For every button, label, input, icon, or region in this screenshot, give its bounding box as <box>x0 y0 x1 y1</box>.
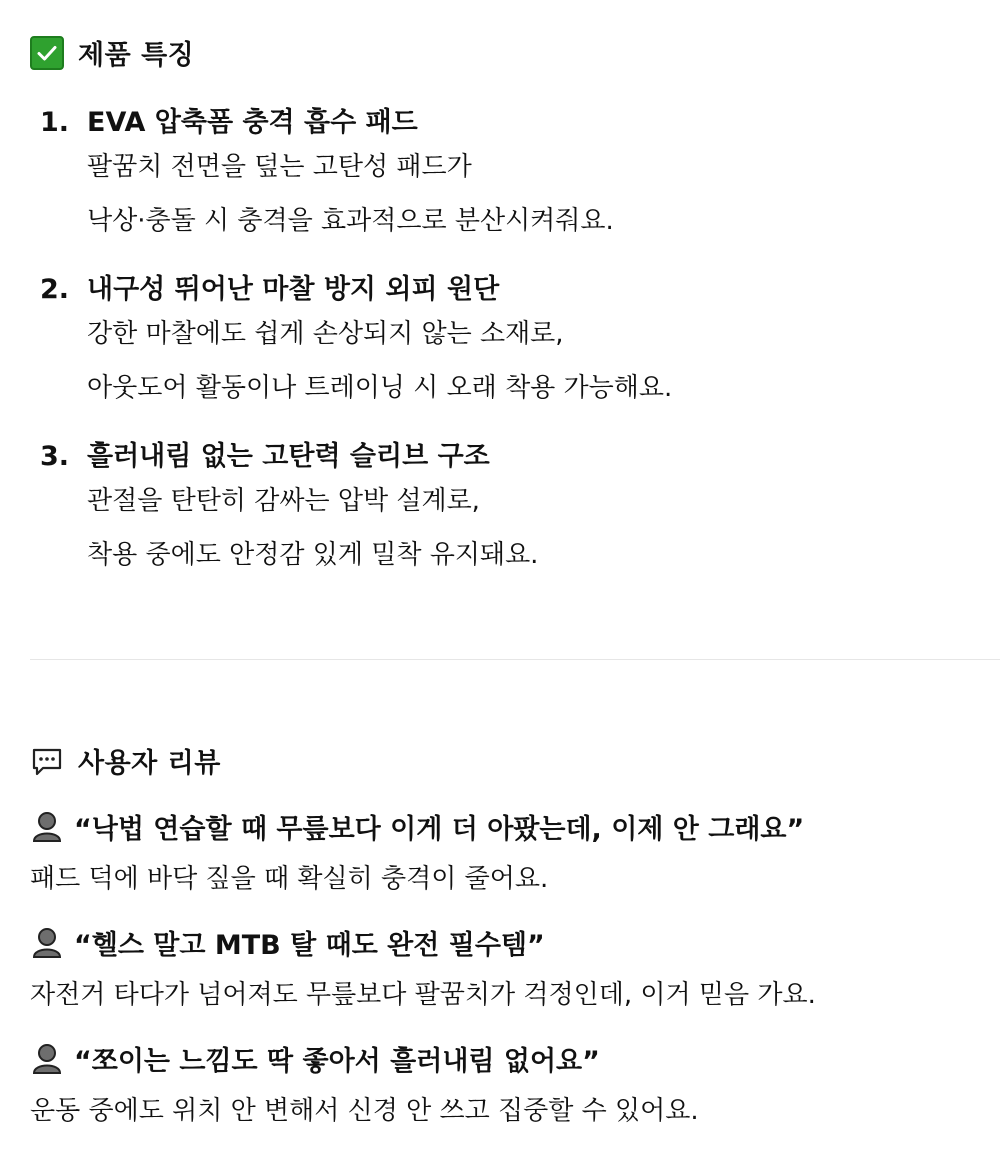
review-body: 패드 덕에 바닥 짚을 때 확실히 충격이 줄어요. <box>30 864 549 894</box>
review-item <box>30 806 990 895</box>
reviews-title <box>30 741 221 780</box>
review-body: 자전거 타다가 넘어져도 무릎보다 팔꿈치가 걱정인데, 이거 믿음 가요. <box>30 980 816 1010</box>
feature-description-line: 착용 중에도 안정감 있게 밀착 유지돼요. <box>87 540 539 570</box>
features-title-text: 제품 특징 <box>78 40 195 71</box>
feature-description-line: 팔꿈치 전면을 덮는 고탄성 패드가 <box>87 152 472 182</box>
review-quote: “낙법 연습할 때 무릎보다 이게 더 아팠는데, 이제 안 그래요” <box>74 813 805 845</box>
person-icon <box>30 809 64 843</box>
feature-item <box>40 100 980 248</box>
feature-item <box>40 267 980 415</box>
feature-description-line: 낙상·충돌 시 충격을 효과적으로 분산시켜줘요. <box>87 206 614 236</box>
speech-bubble-icon <box>30 744 64 778</box>
feature-number: 2. <box>40 274 70 305</box>
features-title <box>30 33 194 72</box>
review-item <box>30 1038 990 1127</box>
section-divider <box>30 659 1000 660</box>
review-quote: “헬스 말고 MTB 탈 때도 완전 필수템” <box>74 929 545 961</box>
feature-description-line: 강한 마찰에도 쉽게 손상되지 않는 소재로, <box>87 319 564 349</box>
feature-item <box>40 434 980 582</box>
feature-number: 3. <box>40 441 70 472</box>
feature-number: 1. <box>40 107 70 138</box>
feature-title: 내구성 뛰어난 마찰 방지 외피 원단 <box>87 274 500 305</box>
feature-description-line: 관절을 탄탄히 감싸는 압박 설계로, <box>87 486 480 516</box>
check-box-icon <box>30 36 64 70</box>
review-quote: “쪼이는 느낌도 딱 좋아서 흘러내림 없어요” <box>74 1045 600 1077</box>
review-body: 운동 중에도 위치 안 변해서 신경 안 쓰고 집중할 수 있어요. <box>30 1096 699 1126</box>
feature-title: EVA 압축폼 충격 흡수 패드 <box>87 107 418 138</box>
feature-description-line: 아웃도어 활동이나 트레이닝 시 오래 착용 가능해요. <box>87 373 673 403</box>
review-item <box>30 922 990 1011</box>
reviews-title-text: 사용자 리뷰 <box>78 748 221 779</box>
person-icon <box>30 1041 64 1075</box>
feature-title: 흘러내림 없는 고탄력 슬리브 구조 <box>87 441 490 472</box>
person-icon <box>30 925 64 959</box>
